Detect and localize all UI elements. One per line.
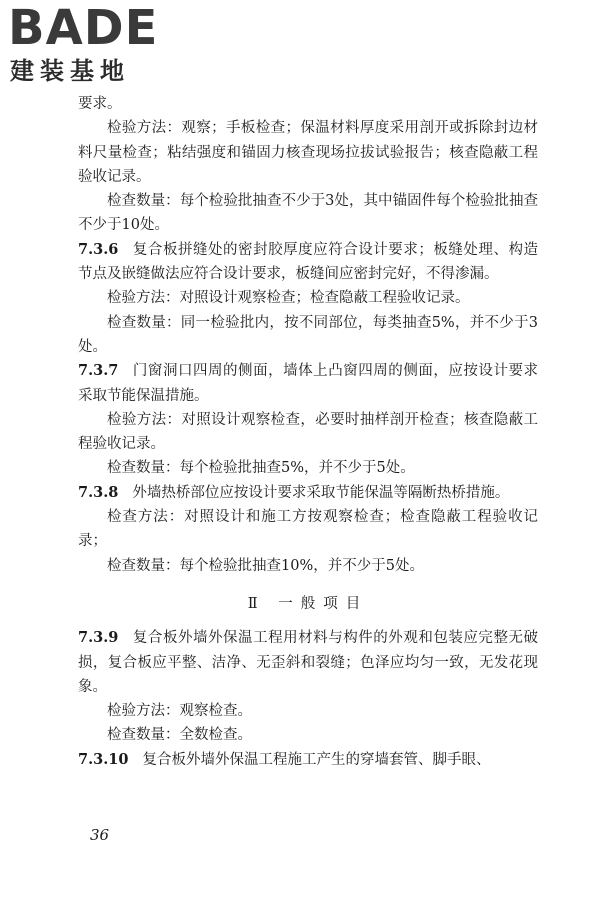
paragraph-text: 检验方法：对照设计观察检查；检查隐蔽工程验收记录。 — [107, 290, 470, 307]
body-paragraph — [78, 699, 538, 723]
body-paragraph — [78, 189, 538, 238]
paragraph-text: 检验方法：观察检查。 — [107, 703, 252, 720]
paragraph-text: 外墙热桥部位应按设计要求采取节能保温等隔断热桥措施。 — [132, 484, 510, 501]
paragraph-text: 复合板外墙外保温工程施工产生的穿墙套管、脚手眼、 — [142, 751, 491, 768]
clause-number: 7.3.9 — [78, 629, 119, 647]
body-paragraph — [78, 505, 538, 554]
logo-main-text: BADE — [8, 0, 159, 56]
clause-paragraph — [78, 748, 538, 772]
clause-paragraph — [78, 238, 538, 287]
paragraph-text: 检查数量：每个检验批抽查不少于3处，其中锚固件每个检验批抽查不少于10处。 — [78, 193, 538, 234]
paragraph-text: 检验方法：对照设计观察检查，必要时抽样剖开检查；核查隐蔽工程验收记录。 — [78, 411, 538, 453]
paragraph-text: 复合板外墙外保温工程用材料与构件的外观和包装应完整无破损，复合板应平整、洁净、无歪斜和裂缝；色泽应均匀一致，无发花现象。 — [78, 630, 538, 695]
logo-sub-text: 建装基地 — [10, 57, 130, 85]
paragraph-text: 检查数量：全数检查。 — [107, 727, 252, 744]
clause-paragraph — [78, 626, 538, 699]
bade-logo — [8, 2, 176, 90]
body-paragraph — [78, 92, 538, 116]
body-paragraph — [78, 286, 538, 310]
clause-paragraph — [78, 359, 538, 408]
paragraph-text: 门窗洞口四周的侧面，墙体上凸窗四周的侧面，应按设计要求采取节能保温措施。 — [78, 363, 538, 404]
section-heading: Ⅱ 一般项目 — [247, 595, 369, 612]
paragraph-text: 检查数量：每个检验批抽查5%，并不少于5处。 — [107, 460, 415, 477]
clause-number: 7.3.6 — [78, 240, 119, 258]
clause-number: 7.3.7 — [78, 362, 119, 380]
clause-number: 7.3.8 — [78, 483, 119, 501]
body-paragraph — [78, 723, 538, 747]
body-paragraph — [78, 456, 538, 480]
document-body — [78, 92, 538, 772]
clause-number: 7.3.10 — [78, 750, 129, 768]
body-paragraph — [78, 311, 538, 360]
paragraph-text: 检查数量：同一检验批内，按不同部位，每类抽查5%，并不少于3处。 — [78, 314, 538, 355]
paragraph-text: 复合板拼缝处的密封胶厚度应符合设计要求；板缝处理、构造节点及嵌缝做法应符合设计要求，板缝间应密封完好，不得渗漏。 — [78, 241, 538, 283]
clause-paragraph — [78, 481, 538, 505]
body-paragraph — [78, 554, 538, 578]
paragraph-text: 检验方法：观察；手板检查；保温材料厚度采用剖开或拆除封边材料尺量检查；粘结强度和锚固力核查现场拉拔试验报告；核查隐蔽工程验收记录。 — [78, 120, 538, 185]
paragraph-text: 检查方法：对照设计和施工方按观察检查；检查隐蔽工程验收记录； — [78, 509, 538, 550]
body-paragraph — [78, 408, 538, 457]
body-paragraph — [78, 116, 538, 189]
paragraph-text: 要求。 — [78, 96, 122, 112]
paragraph-text: 检查数量：每个检验批抽查10%，并不少于5处。 — [107, 557, 424, 574]
page-number: 36 — [90, 826, 110, 844]
